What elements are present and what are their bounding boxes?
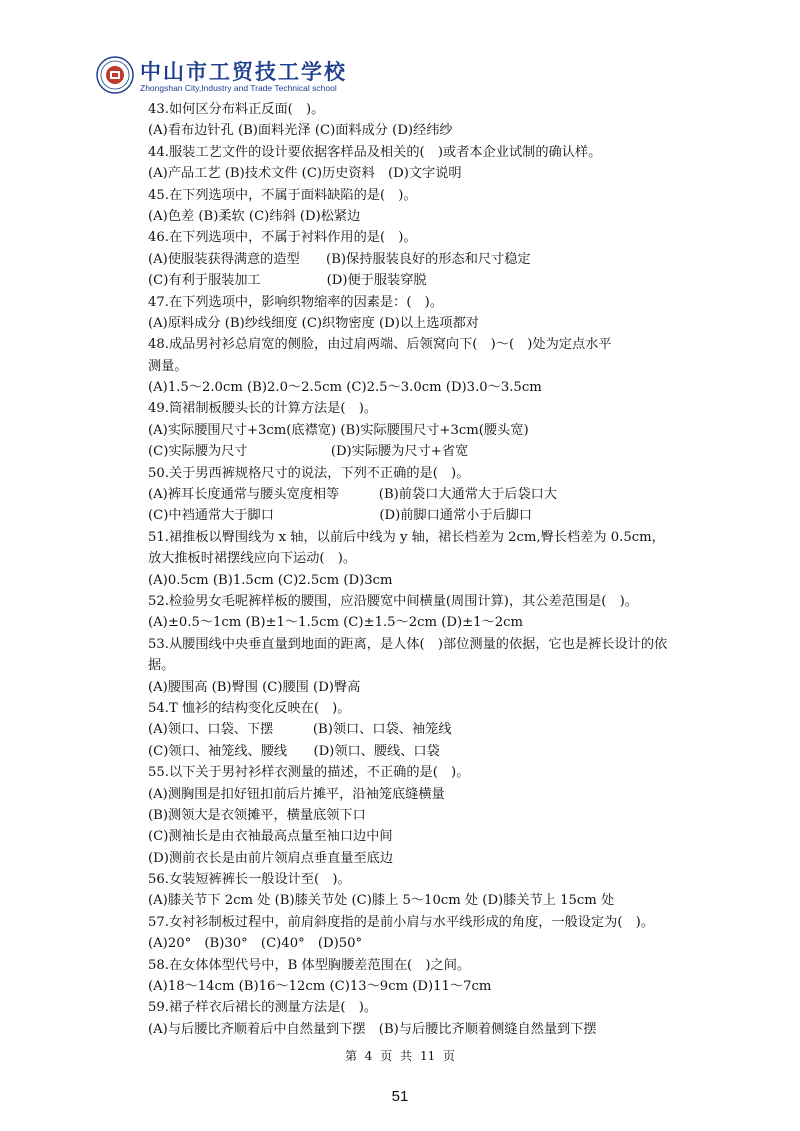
text-line: (A)测胸围是扣好钮扣前后片摊平，沿袖笼底缝横量 — [148, 786, 445, 802]
text-line: (C)有利于服装加工 (D)便于服装穿脱 — [148, 273, 427, 289]
text-line: 44.服装工艺文件的设计要依据客样品及相关的( )或者本企业试制的确认样。 — [148, 144, 602, 160]
text-line: 59.裙子样衣后裙长的测量方法是( )。 — [148, 1000, 378, 1016]
text-line: (A)膝关节下 2cm 处 (B)膝关节处 (C)膝上 5～10cm 处 (D)膝关节上 15cm 处 — [148, 893, 615, 909]
text-line: (D)测前衣长是由前片领肩点垂直量至底边 — [148, 850, 394, 866]
text-line: 57.女衬衫制板过程中，前肩斜度指的是前小肩与水平线形成的角度，一般设定为( )。 — [148, 914, 655, 930]
text-line: (C)领口、袖笼线、腰线 (D)领口、腰线、口袋 — [148, 743, 440, 759]
text-line: 46.在下列选项中，不属于衬料作用的是( )。 — [148, 230, 417, 246]
text-line: 55.以下关于男衬衫样衣测量的描述，不正确的是( )。 — [148, 765, 470, 781]
current-page: 4 — [364, 1049, 373, 1063]
text-line: 45.在下列选项中，不属于面料缺陷的是( )。 — [148, 187, 417, 203]
text-line: 47.在下列选项中，影响织物缩率的因素是：( )。 — [148, 294, 444, 310]
text-line: 56.女装短裤裤长一般设计至( )。 — [148, 872, 351, 888]
school-name-en: Zhongshan City,Industry and Trade Technical school — [140, 83, 337, 93]
text-line: (A)看布边针孔 (B)面料光泽 (C)面料成分 (D)经纬纱 — [148, 123, 453, 139]
text-line: 50.关于男西裤规格尺寸的说法，下列不正确的是( )。 — [148, 465, 470, 481]
page-indicator-di: 第 — [344, 1049, 357, 1063]
page-indicator-gong: 共 — [400, 1049, 413, 1063]
page-indicator-ye: 页 — [380, 1049, 393, 1063]
text-line: (A)18～14cm (B)16～12cm (C)13～9cm (D)11～7cm — [148, 979, 492, 995]
text-line: (C)测袖长是由衣袖最高点量至袖口边中间 — [148, 829, 393, 845]
text-line: (A)领口、口袋、下摆 (B)领口、口袋、袖笼线 — [148, 722, 452, 738]
text-line: (A)产品工艺 (B)技术文件 (C)历史资料 (D)文字说明 — [148, 166, 462, 182]
page-indicator-ye-end: 页 — [443, 1049, 456, 1063]
text-line: (A)与后腰比齐顺着后中自然量到下摆 (B)与后腰比齐顺着侧缝自然量到下摆 — [148, 1021, 597, 1037]
text-line: 放大推板时裙摆线应向下运动( )。 — [148, 551, 357, 567]
text-line: 58.在女体体型代号中，B 体型胸腰差范围在( )之间。 — [148, 957, 471, 973]
text-line: (A)裤耳长度通常与腰头宽度相等 (B)前袋口大通常大于后袋口大 — [148, 487, 558, 503]
text-line: (A)使服装获得满意的造型 (B)保持服装良好的形态和尺寸稳定 — [148, 251, 531, 267]
text-line: (A)色差 (B)柔软 (C)纬斜 (D)松紧边 — [148, 208, 361, 224]
text-line: (C)实际腰为尺寸 (D)实际腰为尺寸+省宽 — [148, 444, 469, 460]
text-line: 测量。 — [148, 358, 188, 374]
question-list — [148, 99, 708, 1040]
text-line: (A)实际腰围尺寸+3cm(底襟宽) (B)实际腰围尺寸+3cm(腰头宽) — [148, 422, 529, 438]
text-line: 48.成品男衬衫总肩宽的侧脸，由过肩两端、后领窝向下( )～( )处为定点水平 — [148, 337, 612, 353]
text-line: 43.如何区分布料正反面( )。 — [148, 102, 325, 117]
text-line: 51.裙推板以臀围线为 x 轴，以前后中线为 y 轴，裙长档差为 2cm,臀长档差为 0.5cm， — [148, 529, 665, 545]
text-line: 49.筒裙制板腰头长的计算方法是( )。 — [148, 401, 378, 417]
page-indicator — [0, 1047, 800, 1064]
page-number: 51 — [391, 1088, 409, 1105]
school-logo-icon — [96, 56, 134, 94]
text-line: (A)20° (B)30° (C)40° (D)50° — [148, 936, 363, 952]
text-line: (B)测领大是衣领摊平，横量底领下口 — [148, 807, 366, 823]
text-line: 53.从腰围线中央垂直量到地面的距离，是人体( )部位测量的依据，它也是裤长设计的依 — [148, 636, 668, 652]
total-pages: 11 — [419, 1049, 436, 1063]
text-line: 据。 — [148, 658, 175, 674]
text-line: (A)腰围高 (B)臀围 (C)腰围 (D)臀高 — [148, 679, 361, 695]
text-line: (A)1.5～2.0cm (B)2.0～2.5cm (C)2.5～3.0cm (D)3.0～3.5cm — [148, 380, 542, 396]
school-header — [96, 56, 376, 96]
text-line: 52.检验男女毛呢裤样板的腰围，应沿腰宽中间横量(周围计算)，其公差范围是( )。 — [148, 593, 638, 609]
text-line: (C)中裆通常大于脚口 (D)前脚口通常小于后脚口 — [148, 508, 533, 524]
text-line: (A)原料成分 (B)纱线细度 (C)织物密度 (D)以上选项都对 — [148, 315, 479, 331]
text-line: (A)±0.5～1cm (B)±1～1.5cm (C)±1.5～2cm (D)±1～2cm — [148, 615, 523, 631]
school-name-cn: 中山市工贸技工学校 — [140, 60, 347, 84]
text-line: 54.T 恤衫的结构变化反映在( )。 — [148, 700, 351, 716]
text-line: (A)0.5cm (B)1.5cm (C)2.5cm (D)3cm — [148, 572, 393, 588]
